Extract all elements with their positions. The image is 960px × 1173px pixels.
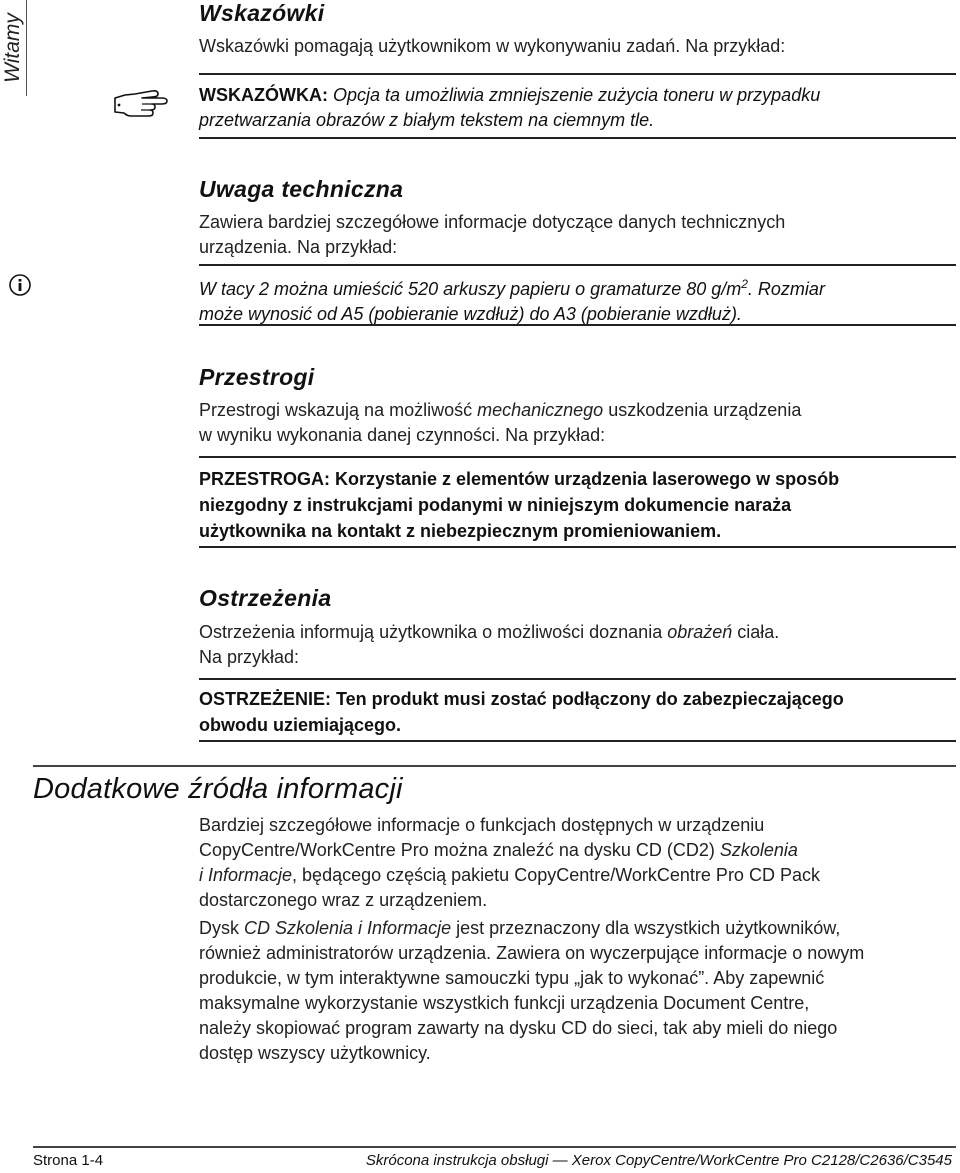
more-info-p2-line1-italic: CD Szkolenia i Informacje bbox=[244, 918, 452, 938]
cautions-intro bbox=[199, 398, 956, 448]
cautions-intro-line2: w wyniku wykonania danej czynności. Na przykład: bbox=[199, 425, 606, 445]
more-info-p1-line3-italic: i Informacje bbox=[199, 865, 293, 885]
warnings-example-line1: OSTRZEŻENIE: Ten produkt musi zostać podłączony do zabezpieczającego bbox=[199, 689, 844, 709]
more-info-p2-line6: dostęp wszyscy użytkownicy. bbox=[199, 1043, 431, 1063]
warnings-intro-b: ciała. bbox=[732, 622, 780, 642]
more-info-p2-line4: maksymalne wykorzystanie wszystkich funkcji urządzenia Document Centre, bbox=[199, 993, 810, 1013]
more-info-p1-line1: Bardziej szczegółowe informacje o funkcjach dostępnych w urządzeniu bbox=[199, 815, 765, 835]
footer-rule bbox=[33, 1146, 956, 1148]
warnings-intro-a: Ostrzeżenia informują użytkownika o możliwości doznania bbox=[199, 622, 668, 642]
tech-note-intro-line2: urządzenia. Na przykład: bbox=[199, 237, 398, 257]
more-info-p2-line2: również administratorów urządzenia. Zawiera on wyczerpujące informacje o nowym bbox=[199, 943, 865, 963]
warnings-example bbox=[199, 686, 956, 738]
tech-note-example-sup: 2 bbox=[741, 277, 748, 291]
cautions-title: Przestrogi bbox=[199, 364, 315, 390]
hints-example-label: WSKAZÓWKA: bbox=[199, 85, 328, 105]
more-info-p1-line2: CopyCentre/WorkCentre Pro można znaleźć na dysku CD (CD2) bbox=[199, 840, 720, 860]
more-info-paragraph-2 bbox=[199, 916, 956, 1066]
hints-title: Wskazówki bbox=[199, 0, 325, 26]
footer-page-number: Strona 1-4 bbox=[33, 1152, 104, 1169]
tech-note-intro-line1: Zawiera bardziej szczegółowe informacje dotyczące danych technicznych bbox=[199, 212, 786, 232]
warnings-rule-top bbox=[199, 678, 956, 680]
more-info-p1-line2-italic: Szkolenia bbox=[719, 840, 798, 860]
warnings-intro bbox=[199, 620, 956, 670]
info-icon bbox=[8, 273, 32, 297]
hints-example-line1: Opcja ta umożliwia zmniejszenie zużycia toneru w przypadku bbox=[333, 85, 821, 105]
section-rule bbox=[33, 765, 956, 767]
tech-note-example-line1: W tacy 2 można umieścić 520 arkuszy papieru o gramaturze 80 g/m bbox=[199, 279, 742, 299]
footer-document-title: Skrócona instrukcja obsługi — Xerox CopyCentre/WorkCentre Pro C2128/C2636/C3545 bbox=[365, 1152, 952, 1169]
warnings-example-line2: obwodu uziemiającego. bbox=[199, 715, 402, 735]
cautions-intro-italic: mechanicznego bbox=[477, 400, 604, 420]
cautions-example-line2: niezgodny z instrukcjami podanymi w niniejszym dokumencie naraża bbox=[199, 495, 792, 515]
hints-example bbox=[199, 83, 956, 133]
cautions-rule-top bbox=[199, 456, 956, 458]
more-info-paragraph-1 bbox=[199, 813, 956, 913]
more-info-p2-line1-end: jest przeznaczony dla wszystkich użytkowników, bbox=[451, 918, 841, 938]
tech-note-intro bbox=[199, 210, 956, 260]
cautions-intro-a: Przestrogi wskazują na możliwość bbox=[199, 400, 478, 420]
side-tab-divider bbox=[26, 0, 27, 96]
warnings-intro-line2: Na przykład: bbox=[199, 647, 300, 667]
more-info-p2-line5: należy skopiować program zawarty na dysku CD do sieci, tak aby mieli do niego bbox=[199, 1018, 838, 1038]
tech-note-rule-bottom bbox=[199, 324, 956, 326]
warnings-rule-bottom bbox=[199, 740, 956, 742]
tech-note-example-line1-end: . Rozmiar bbox=[747, 279, 825, 299]
hints-intro: Wskazówki pomagają użytkownikom w wykonywaniu zadań. Na przykład: bbox=[199, 36, 786, 56]
cautions-example-line1: PRZESTROGA: Korzystanie z elementów urządzenia laserowego w sposób bbox=[199, 469, 840, 489]
tech-note-title: Uwaga techniczna bbox=[199, 176, 404, 202]
warnings-intro-italic: obrażeń bbox=[667, 622, 733, 642]
cautions-example bbox=[199, 466, 956, 544]
cautions-intro-b: uszkodzenia urządzenia bbox=[603, 400, 802, 420]
tech-note-example bbox=[199, 272, 956, 327]
side-tab bbox=[2, 0, 24, 95]
more-info-p1-line3: , będącego częścią pakietu CopyCentre/WorkCentre Pro CD Pack bbox=[292, 865, 820, 885]
tech-note-rule-top bbox=[199, 264, 956, 266]
tech-note-example-line2: może wynosić od A5 (pobieranie wzdłuż) do A3 (pobieranie wzdłuż). bbox=[199, 304, 742, 324]
cautions-rule-bottom bbox=[199, 546, 956, 548]
hints-example-line2: przetwarzania obrazów z białym tekstem na ciemnym tle. bbox=[199, 110, 655, 130]
side-tab-label: Witamy bbox=[1, 12, 24, 83]
warnings-title: Ostrzeżenia bbox=[199, 585, 332, 611]
more-info-p2-line3: produkcie, w tym interaktywne samouczki typu „jak to wykonać”. Aby zapewnić bbox=[199, 968, 825, 988]
more-info-p1-line4: dostarczonego wraz z urządzeniem. bbox=[199, 890, 488, 910]
pointing-hand-icon bbox=[112, 86, 172, 120]
hints-rule-bottom bbox=[199, 137, 956, 139]
more-info-title: Dodatkowe źródła informacji bbox=[33, 773, 403, 805]
more-info-p2-line1: Dysk bbox=[199, 918, 244, 938]
hints-rule-top bbox=[199, 73, 956, 75]
cautions-example-line3: użytkownika na kontakt z niebezpiecznym promieniowaniem. bbox=[199, 521, 722, 541]
